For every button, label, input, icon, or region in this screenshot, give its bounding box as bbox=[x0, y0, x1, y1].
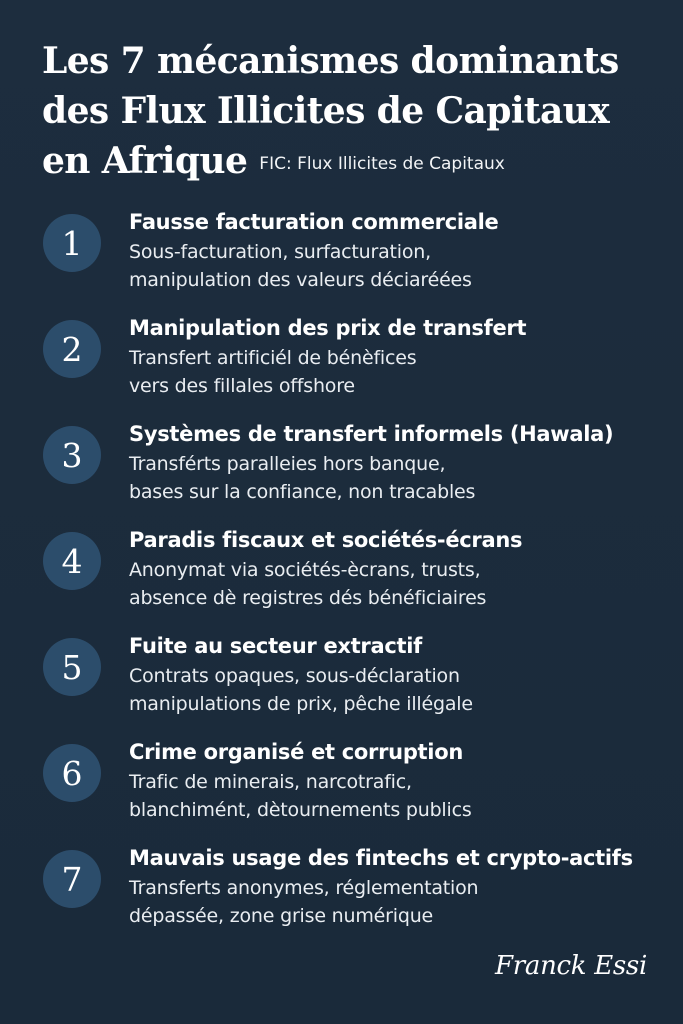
item-desc-line: vers des fillales offshore bbox=[129, 375, 355, 397]
title-line-2: des Flux Illicites de Capitaux bbox=[42, 90, 610, 132]
item-desc-line: Sous-facturation, surfacturation, bbox=[129, 241, 431, 263]
item-desc-line: Transferts anonymes, réglementation bbox=[129, 877, 479, 899]
item-title: Paradis fiscaux et sociétés-écrans bbox=[129, 528, 523, 552]
item-title: Systèmes de transfert informels (Hawala) bbox=[129, 422, 614, 446]
number-badge: 5 bbox=[43, 638, 101, 696]
item-title: Manipulation des prix de transfert bbox=[129, 316, 527, 340]
item-desc-line: bases sur la confiance, non tracables bbox=[129, 481, 476, 503]
item-desc-line: dépassée, zone grise numérique bbox=[129, 905, 434, 927]
item-desc-line: manipulation des valeurs déciaréées bbox=[129, 269, 472, 291]
item-text bbox=[129, 312, 669, 400]
item-desc-line: Anonymat via sociétés-ècrans, trusts, bbox=[129, 559, 481, 581]
number-badge: 1 bbox=[43, 214, 101, 272]
item-desc-line: absence dè registres dés bénéficiaires bbox=[129, 587, 487, 609]
item-desc-line: blanchimént, dètournements publics bbox=[129, 799, 472, 821]
item-text bbox=[129, 736, 669, 824]
item-title: Fuite au secteur extractif bbox=[129, 634, 422, 658]
page-title bbox=[42, 36, 662, 189]
item-text bbox=[129, 842, 669, 930]
title-line-3-text: en Afrique bbox=[42, 140, 248, 182]
number-badge: 6 bbox=[43, 744, 101, 802]
item-text bbox=[129, 206, 669, 294]
item-title: Fausse facturation commerciale bbox=[129, 210, 499, 234]
list-item-6 bbox=[0, 736, 683, 842]
number-badge: 7 bbox=[43, 850, 101, 908]
item-desc-line: Transfert artificiél de bénèfices bbox=[129, 347, 417, 369]
list-item-5 bbox=[0, 630, 683, 736]
list-item-4 bbox=[0, 524, 683, 630]
number-badge: 4 bbox=[43, 532, 101, 590]
item-desc-line: Trafic de minerais, narcotrafic, bbox=[129, 771, 412, 793]
list-item-3 bbox=[0, 418, 683, 524]
item-desc-line: Transférts paralleies hors banque, bbox=[129, 453, 446, 475]
number-badge: 2 bbox=[43, 320, 101, 378]
mechanism-list bbox=[0, 206, 683, 948]
list-item-1 bbox=[0, 206, 683, 312]
list-item-2 bbox=[0, 312, 683, 418]
item-desc-line: Contrats opaques, sous-déclaration bbox=[129, 665, 460, 687]
item-title: Mauvais usage des fintechs et crypto-actifs bbox=[129, 846, 633, 870]
subtitle: FIC: Flux Illicites de Capitaux bbox=[259, 154, 505, 174]
item-text bbox=[129, 524, 669, 612]
item-title: Crime organisé et corruption bbox=[129, 740, 463, 764]
title-line-1: Les 7 mécanismes dominants bbox=[42, 40, 619, 82]
item-text bbox=[129, 630, 669, 718]
list-item-7 bbox=[0, 842, 683, 948]
author-signature: Franck Essi bbox=[495, 951, 647, 981]
item-text bbox=[129, 418, 669, 506]
item-desc-line: manipulations de prix, pêche illégale bbox=[129, 693, 473, 715]
title-line-3 bbox=[42, 136, 662, 189]
number-badge: 3 bbox=[43, 426, 101, 484]
